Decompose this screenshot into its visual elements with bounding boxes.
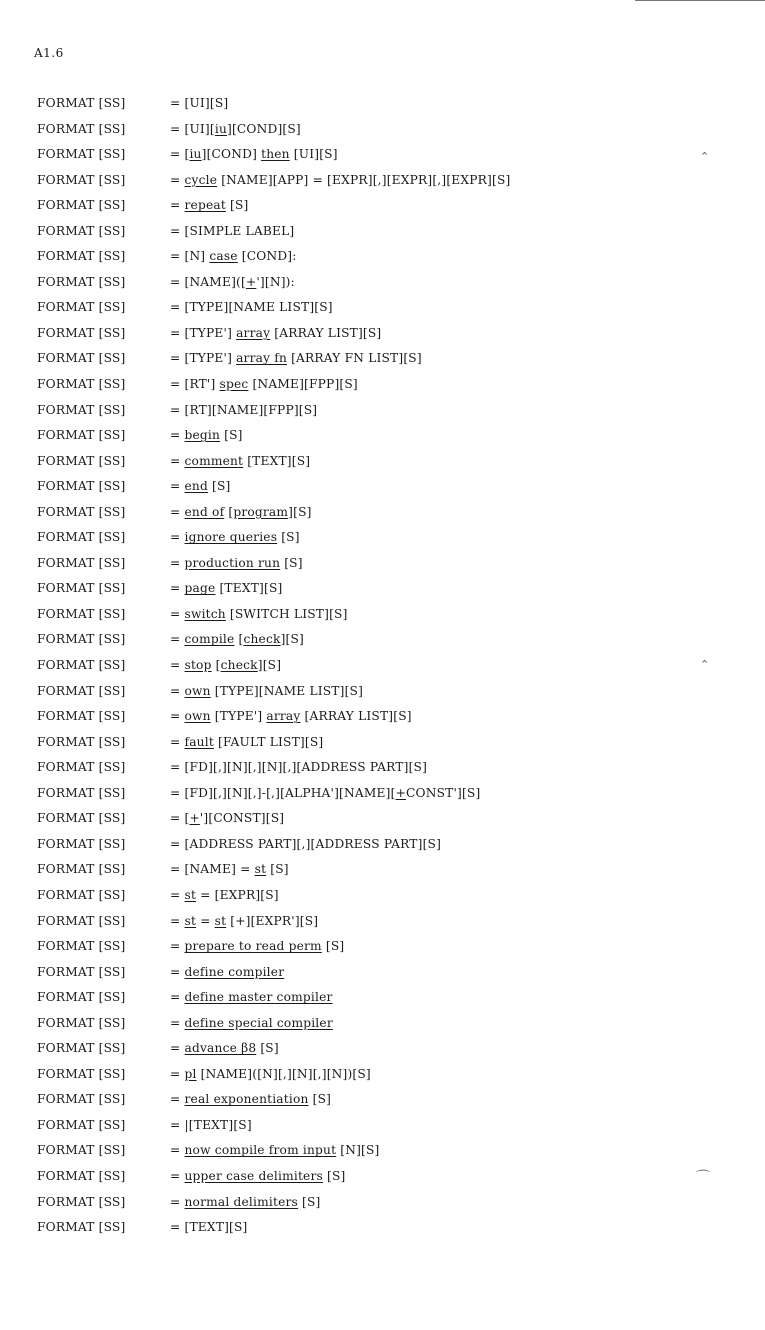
format-definition	[170, 478, 231, 494]
format-definition	[170, 1015, 333, 1031]
format-row	[37, 427, 737, 453]
definition-text: =	[170, 428, 185, 443]
format-definition	[170, 938, 344, 954]
definition-text: '][N]):	[256, 274, 295, 289]
format-row	[37, 376, 737, 402]
underlined-keyword: case	[209, 249, 238, 264]
definition-text: [NAME][FPP][S]	[248, 377, 358, 392]
format-row	[37, 95, 737, 121]
format-row	[37, 1168, 737, 1194]
definition-text: ][COND]	[201, 147, 262, 162]
format-keyword: FORMAT [SS]	[37, 785, 126, 800]
definition-text: = [RT']	[170, 377, 220, 392]
format-keyword: FORMAT [SS]	[37, 1194, 126, 1209]
definition-text: =	[170, 1143, 185, 1158]
definition-text: = [RT][NAME][FPP][S]	[170, 402, 318, 417]
definition-text: [ARRAY LIST][S]	[270, 325, 382, 340]
format-definition	[170, 964, 284, 980]
format-row	[37, 453, 737, 479]
definition-text: = [TYPE][NAME LIST][S]	[170, 300, 333, 315]
format-keyword: FORMAT [SS]	[37, 428, 126, 443]
format-definition	[170, 708, 412, 724]
format-definition	[170, 913, 318, 929]
format-definition	[170, 172, 510, 188]
definition-text: CONST'][S]	[405, 785, 481, 800]
definition-text: [TYPE][NAME LIST][S]	[210, 683, 364, 698]
format-definition	[170, 836, 441, 852]
definition-text: [S]	[280, 555, 303, 570]
format-definition	[170, 146, 338, 162]
format-row	[37, 402, 737, 428]
definition-text: = [ADDRESS PART][,][ADDRESS PART][S]	[170, 836, 442, 851]
format-definition	[170, 734, 323, 750]
format-keyword: FORMAT [SS]	[37, 1041, 126, 1056]
format-keyword: FORMAT [SS]	[37, 1015, 126, 1030]
definition-text: =	[170, 1066, 185, 1081]
format-keyword: FORMAT [SS]	[37, 606, 126, 621]
format-keyword: FORMAT [SS]	[37, 913, 126, 928]
format-keyword: FORMAT [SS]	[37, 760, 126, 775]
underlined-keyword: array	[266, 709, 301, 724]
format-definition	[170, 1194, 321, 1210]
underlined-keyword: advance β8	[184, 1041, 257, 1056]
format-row	[37, 708, 737, 734]
format-keyword: FORMAT [SS]	[37, 836, 126, 851]
definition-text: [ARRAY LIST][S]	[300, 709, 412, 724]
underlined-keyword: repeat	[184, 198, 226, 213]
format-row	[37, 734, 737, 760]
definition-text: =	[170, 479, 185, 494]
format-row	[37, 121, 737, 147]
format-keyword: FORMAT [SS]	[37, 325, 126, 340]
format-keyword: FORMAT [SS]	[37, 811, 126, 826]
definition-text: =	[170, 964, 185, 979]
definition-text: [S]	[321, 939, 345, 954]
underlined-keyword: iu	[214, 121, 227, 136]
margin-mark: ⌃	[700, 658, 710, 671]
format-row	[37, 1194, 737, 1220]
underlined-keyword: fault	[184, 734, 214, 749]
definition-text: = [TYPE']	[170, 351, 237, 366]
definition-text: =	[170, 683, 185, 698]
format-row	[37, 938, 737, 964]
format-definition	[170, 1066, 371, 1082]
definition-text: ][S]	[280, 632, 304, 647]
definition-text: =	[170, 632, 185, 647]
underlined-keyword: st	[214, 913, 227, 928]
format-keyword: FORMAT [SS]	[37, 274, 126, 289]
definition-text: =	[170, 581, 185, 596]
definition-text: =	[170, 198, 185, 213]
underlined-keyword: spec	[219, 377, 249, 392]
definition-text: = [	[170, 811, 190, 826]
format-row	[37, 1040, 737, 1066]
definition-text: ][COND][S]	[227, 121, 301, 136]
definition-text: [S]	[256, 1041, 279, 1056]
format-definition	[170, 95, 228, 111]
underlined-keyword: upper case delimiters	[184, 1168, 323, 1183]
format-row	[37, 248, 737, 274]
definition-text: =	[170, 658, 185, 673]
format-definition	[170, 631, 304, 647]
definition-text: = [TEXT][S]	[170, 1220, 248, 1235]
definition-text: [TYPE']	[210, 709, 267, 724]
format-definition	[170, 810, 284, 826]
format-keyword: FORMAT [SS]	[37, 121, 126, 136]
format-keyword: FORMAT [SS]	[37, 249, 126, 264]
format-row	[37, 606, 737, 632]
definition-text: =	[170, 887, 185, 902]
format-keyword: FORMAT [SS]	[37, 377, 126, 392]
format-definition	[170, 1117, 252, 1133]
format-keyword: FORMAT [SS]	[37, 479, 126, 494]
definition-text: [S]	[308, 1092, 332, 1107]
definition-text: = [N]	[170, 249, 210, 264]
definition-text: [UI][S]	[289, 147, 338, 162]
underlined-keyword: array	[236, 325, 271, 340]
format-definition	[170, 121, 301, 137]
format-row	[37, 1219, 737, 1245]
underlined-keyword: end	[184, 479, 208, 494]
underlined-keyword: page	[184, 581, 216, 596]
definition-text: [S]	[277, 530, 300, 545]
format-definition	[170, 555, 303, 571]
underlined-keyword: +	[189, 811, 200, 826]
definition-text: = [	[170, 147, 190, 162]
format-keyword: FORMAT [SS]	[37, 223, 126, 238]
format-definition	[170, 350, 422, 366]
format-definition	[170, 785, 480, 801]
underlined-keyword: +	[395, 785, 406, 800]
definition-text: [	[211, 658, 221, 673]
format-row	[37, 350, 737, 376]
format-keyword: FORMAT [SS]	[37, 555, 126, 570]
format-row	[37, 785, 737, 811]
format-row	[37, 580, 737, 606]
format-definition	[170, 376, 358, 392]
definition-text: [S]	[266, 862, 289, 877]
definition-text: [TEXT][S]	[243, 453, 311, 468]
format-row	[37, 146, 737, 172]
format-keyword: FORMAT [SS]	[37, 632, 126, 647]
format-definition	[170, 1091, 331, 1107]
format-keyword: FORMAT [SS]	[37, 581, 126, 596]
format-row	[37, 1117, 737, 1143]
format-row	[37, 274, 737, 300]
definition-text: =	[170, 1015, 185, 1030]
definition-text: =	[196, 913, 215, 928]
format-definition	[170, 657, 281, 673]
format-row	[37, 1142, 737, 1168]
underlined-keyword: program	[233, 504, 289, 519]
top-rule	[635, 0, 765, 1]
format-row	[37, 1015, 737, 1041]
underlined-keyword: pl	[184, 1066, 197, 1081]
underlined-keyword: check	[220, 658, 258, 673]
format-row	[37, 197, 737, 223]
format-definition	[170, 197, 248, 213]
format-row	[37, 759, 737, 785]
format-row	[37, 989, 737, 1015]
format-row	[37, 172, 737, 198]
format-keyword: FORMAT [SS]	[37, 530, 126, 545]
format-definition	[170, 504, 312, 520]
underlined-keyword: own	[184, 709, 211, 724]
format-row	[37, 887, 737, 913]
definition-text: = [UI][	[170, 121, 215, 136]
format-keyword: FORMAT [SS]	[37, 683, 126, 698]
format-row	[37, 478, 737, 504]
definition-text: = |[TEXT][S]	[170, 1117, 252, 1132]
format-row	[37, 223, 737, 249]
underlined-keyword: comment	[184, 453, 244, 468]
format-definition	[170, 299, 333, 315]
format-definition	[170, 325, 381, 341]
definition-text: =	[170, 1168, 185, 1183]
format-keyword: FORMAT [SS]	[37, 939, 126, 954]
format-definition	[170, 759, 427, 775]
format-definition	[170, 861, 289, 877]
underlined-keyword: end of	[184, 504, 225, 519]
format-keyword: FORMAT [SS]	[37, 887, 126, 902]
definition-text: = [UI][S]	[170, 96, 229, 110]
format-keyword: FORMAT [SS]	[37, 198, 126, 213]
format-keyword: FORMAT [SS]	[37, 734, 126, 749]
format-keyword: FORMAT [SS]	[37, 147, 126, 162]
definition-text: =	[170, 1041, 185, 1056]
format-keyword: FORMAT [SS]	[37, 1066, 126, 1081]
underlined-keyword: array fn	[236, 351, 287, 366]
definition-text: [S]	[297, 1194, 321, 1209]
underlined-keyword: cycle	[184, 172, 218, 187]
definition-text: =	[170, 913, 185, 928]
format-row	[37, 529, 737, 555]
underlined-keyword: define master compiler	[184, 990, 333, 1005]
underlined-keyword: iu	[189, 147, 202, 162]
definition-text: = [FD][,][N][,]-[,][ALPHA'][NAME][	[170, 785, 396, 800]
format-definition	[170, 989, 333, 1005]
underlined-keyword: define compiler	[184, 964, 285, 979]
definition-text: =	[170, 709, 185, 724]
page-number: A1.6	[34, 46, 64, 60]
format-keyword: FORMAT [SS]	[37, 1220, 126, 1235]
format-definition	[170, 1219, 248, 1235]
underlined-keyword: begin	[184, 428, 221, 443]
format-keyword: FORMAT [SS]	[37, 172, 126, 187]
definition-text: = [NAME]([	[170, 274, 246, 289]
definition-text: ][S]	[257, 658, 282, 673]
format-definition	[170, 274, 295, 290]
definition-text: = [NAME] =	[170, 862, 255, 877]
format-keyword: FORMAT [SS]	[37, 990, 126, 1005]
format-keyword: FORMAT [SS]	[37, 658, 126, 673]
underlined-keyword: check	[243, 632, 281, 647]
format-keyword: FORMAT [SS]	[37, 453, 126, 468]
underlined-keyword: st	[184, 913, 197, 928]
underlined-keyword: define special compiler	[184, 1015, 333, 1030]
format-keyword: FORMAT [SS]	[37, 862, 126, 877]
underlined-keyword: stop	[184, 658, 212, 673]
definition-text: [S]	[220, 428, 243, 443]
format-row	[37, 555, 737, 581]
definition-text: =	[170, 734, 185, 749]
format-row	[37, 631, 737, 657]
definition-text: [FAULT LIST][S]	[213, 734, 324, 749]
underlined-keyword: prepare to read perm	[184, 939, 322, 954]
format-definition	[170, 248, 297, 264]
definition-text: =	[170, 1194, 185, 1209]
definition-text: [S]	[207, 479, 231, 494]
format-keyword: FORMAT [SS]	[37, 1092, 126, 1107]
format-keyword: FORMAT [SS]	[37, 96, 126, 110]
definition-text: = [TYPE']	[170, 325, 237, 340]
format-definition	[170, 683, 363, 699]
format-keyword: FORMAT [SS]	[37, 964, 126, 979]
definition-text: [+][EXPR'][S]	[226, 913, 319, 928]
margin-mark: ⌒	[696, 1170, 710, 1186]
definition-text: ][S]	[288, 504, 312, 519]
format-definition	[170, 453, 310, 469]
definition-text: =	[170, 172, 185, 187]
definition-text: = [SIMPLE LABEL]	[170, 223, 295, 238]
format-keyword: FORMAT [SS]	[37, 402, 126, 417]
format-row	[37, 504, 737, 530]
format-row	[37, 964, 737, 990]
format-row	[37, 1091, 737, 1117]
definition-text: '][CONST][S]	[199, 811, 285, 826]
underlined-keyword: switch	[184, 606, 226, 621]
format-definition	[170, 606, 348, 622]
format-row	[37, 836, 737, 862]
format-row	[37, 325, 737, 351]
format-definition	[170, 580, 282, 596]
definition-text: =	[170, 530, 185, 545]
underlined-keyword: own	[184, 683, 211, 698]
definition-text: =	[170, 606, 185, 621]
underlined-keyword: st	[184, 887, 197, 902]
format-keyword: FORMAT [SS]	[37, 300, 126, 315]
underlined-keyword: +	[245, 274, 257, 289]
format-row	[37, 299, 737, 325]
format-definition	[170, 402, 317, 418]
format-keyword: FORMAT [SS]	[37, 1168, 126, 1183]
format-definition	[170, 529, 300, 545]
format-row	[37, 657, 737, 683]
format-row	[37, 913, 737, 939]
format-keyword: FORMAT [SS]	[37, 709, 126, 724]
format-row	[37, 810, 737, 836]
underlined-keyword: compile	[184, 632, 235, 647]
definition-text: [ARRAY FN LIST][S]	[287, 351, 422, 366]
definition-text: [COND]:	[237, 249, 297, 264]
underlined-keyword: production run	[184, 555, 281, 570]
definition-text: [SWITCH LIST][S]	[225, 606, 348, 621]
format-definition	[170, 1040, 279, 1056]
format-keyword: FORMAT [SS]	[37, 1117, 126, 1132]
definition-text: =	[170, 504, 185, 519]
format-definition	[170, 427, 243, 443]
definition-text: [S]	[322, 1168, 346, 1183]
definition-text: [NAME]([N][,][N][,][N])[S]	[196, 1066, 371, 1081]
definition-text: [	[234, 632, 244, 647]
definition-text: = [EXPR][S]	[196, 887, 279, 902]
format-definition	[170, 1142, 380, 1158]
format-row	[37, 683, 737, 709]
definition-text: =	[170, 555, 185, 570]
underlined-keyword: normal delimiters	[184, 1194, 298, 1209]
definition-text: =	[170, 939, 185, 954]
format-definition	[170, 223, 294, 239]
definition-text: [TEXT][S]	[215, 581, 283, 596]
definition-text: =	[170, 990, 185, 1005]
underlined-keyword: real exponentiation	[184, 1092, 309, 1107]
format-row	[37, 1066, 737, 1092]
format-row	[37, 861, 737, 887]
format-definition	[170, 887, 279, 903]
definition-text: [	[224, 504, 234, 519]
definition-text: = [FD][,][N][,][N][,][ADDRESS PART][S]	[170, 760, 428, 775]
underlined-keyword: then	[261, 147, 290, 162]
underlined-keyword: st	[254, 862, 267, 877]
definition-text: =	[170, 453, 185, 468]
format-definition	[170, 1168, 346, 1184]
underlined-keyword: ignore queries	[184, 530, 278, 545]
format-keyword: FORMAT [SS]	[37, 504, 126, 519]
definition-text: [N][S]	[336, 1143, 380, 1158]
format-keyword: FORMAT [SS]	[37, 351, 126, 366]
definition-text: [S]	[225, 198, 249, 213]
underlined-keyword: now compile from input	[184, 1143, 337, 1158]
definition-text: [NAME][APP] = [EXPR][,][EXPR][,][EXPR][S]	[217, 172, 511, 187]
margin-mark: ⌃	[700, 150, 710, 163]
definition-text: =	[170, 1092, 185, 1107]
format-keyword: FORMAT [SS]	[37, 1143, 126, 1158]
format-list	[37, 95, 737, 1245]
